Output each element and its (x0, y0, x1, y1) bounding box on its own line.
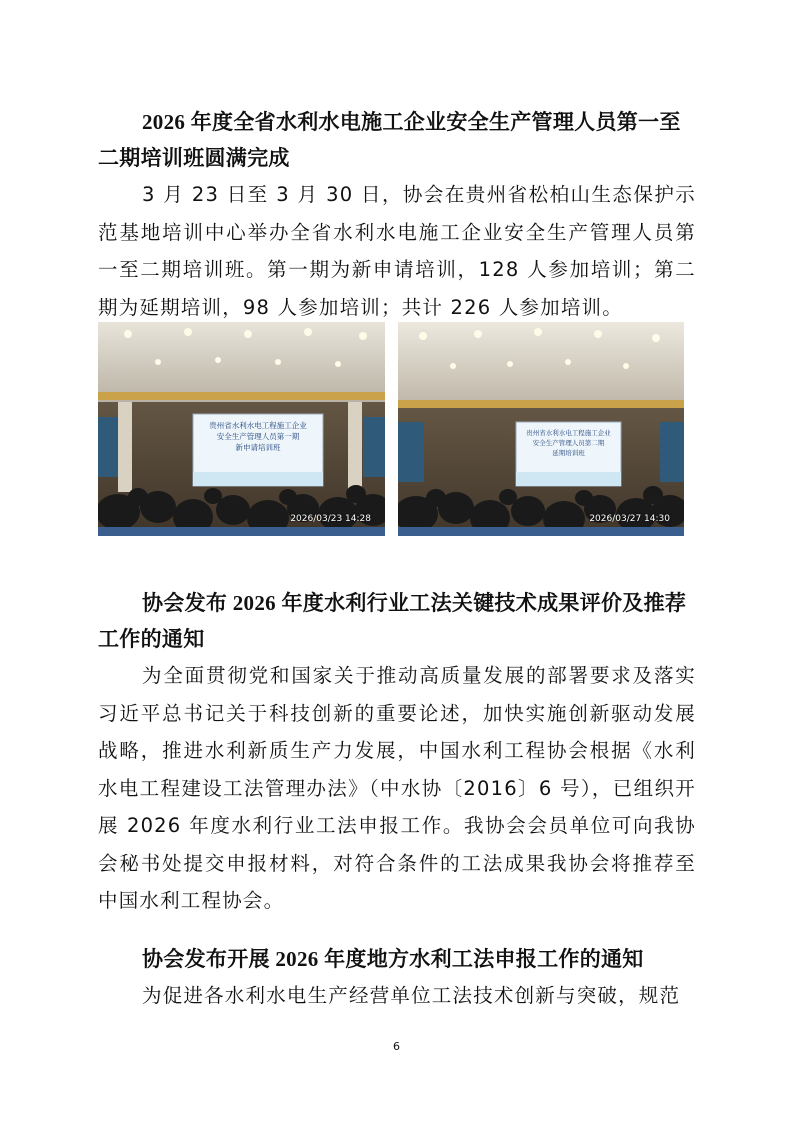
photo-1-screen (193, 420, 323, 453)
article-2-heading: 协会发布 2026 年度水利行业工法关键技术成果评价及推荐工作的通知 (98, 591, 687, 651)
photo-1-screen-line-2: 安全生产管理人员第一期 (216, 432, 300, 441)
photo-1-screen-line-1: 贵州省水利水电工程施工企业 (209, 421, 307, 430)
article-2 (98, 585, 696, 920)
article-3 (98, 941, 696, 1015)
photo-2-timestamp: 2026/03/27 14:30 (589, 514, 670, 524)
photo-2-screen-line-1: 贵州省水利水电工程施工企业 (526, 429, 611, 437)
photo-2-screen (516, 428, 621, 458)
article-1-body: 3 月 23 日至 3 月 30 日，协会在贵州省松柏山生态保护示范基地培训中心举办全省水利水电施工企业安全生产管理人员第一至二期培训班。第一期为新申请培训，128 人参加培训；第二期为延期培训，98 人参加培训；共计 226 人参加培训。 (98, 183, 696, 319)
photo-1-timestamp: 2026/03/23 14:28 (290, 514, 371, 524)
photo-2-screen-line-2: 安全生产管理人员第二期 (532, 439, 605, 447)
training-photo-1 (98, 322, 385, 536)
article-3-heading: 协会发布开展 2026 年度地方水利工法申报工作的通知 (142, 947, 644, 971)
photo-1-screen-line-3: 新申请培训班 (235, 443, 281, 452)
article-1 (98, 104, 696, 326)
training-photo-2 (398, 322, 684, 536)
article-1-heading: 2026 年度全省水利水电施工企业安全生产管理人员第一至二期培训班圆满完成 (98, 110, 681, 170)
page-number: 6 (393, 1040, 400, 1053)
article-3-body: 为促进各水利水电生产经营单位工法技术创新与突破，规范 (142, 984, 681, 1007)
article-2-body: 为全面贯彻党和国家关于推动高质量发展的部署要求及落实习近平总书记关于科技创新的重要论述，加快实施创新驱动发展战略，推进水利新质生产力发展，中国水利工程协会根据《水利水电工程建设工法管理办法》（中水协〔2016〕6 号），已组织开展 2026 年度水利行业工法申报工作。我协会会员单位可向我协会秘书处提交申报材料，对符合条件的工法成果我协会将推荐至中国水利工程协会。 (98, 664, 696, 912)
photo-2-screen-line-3: 延期培训班 (552, 449, 585, 457)
